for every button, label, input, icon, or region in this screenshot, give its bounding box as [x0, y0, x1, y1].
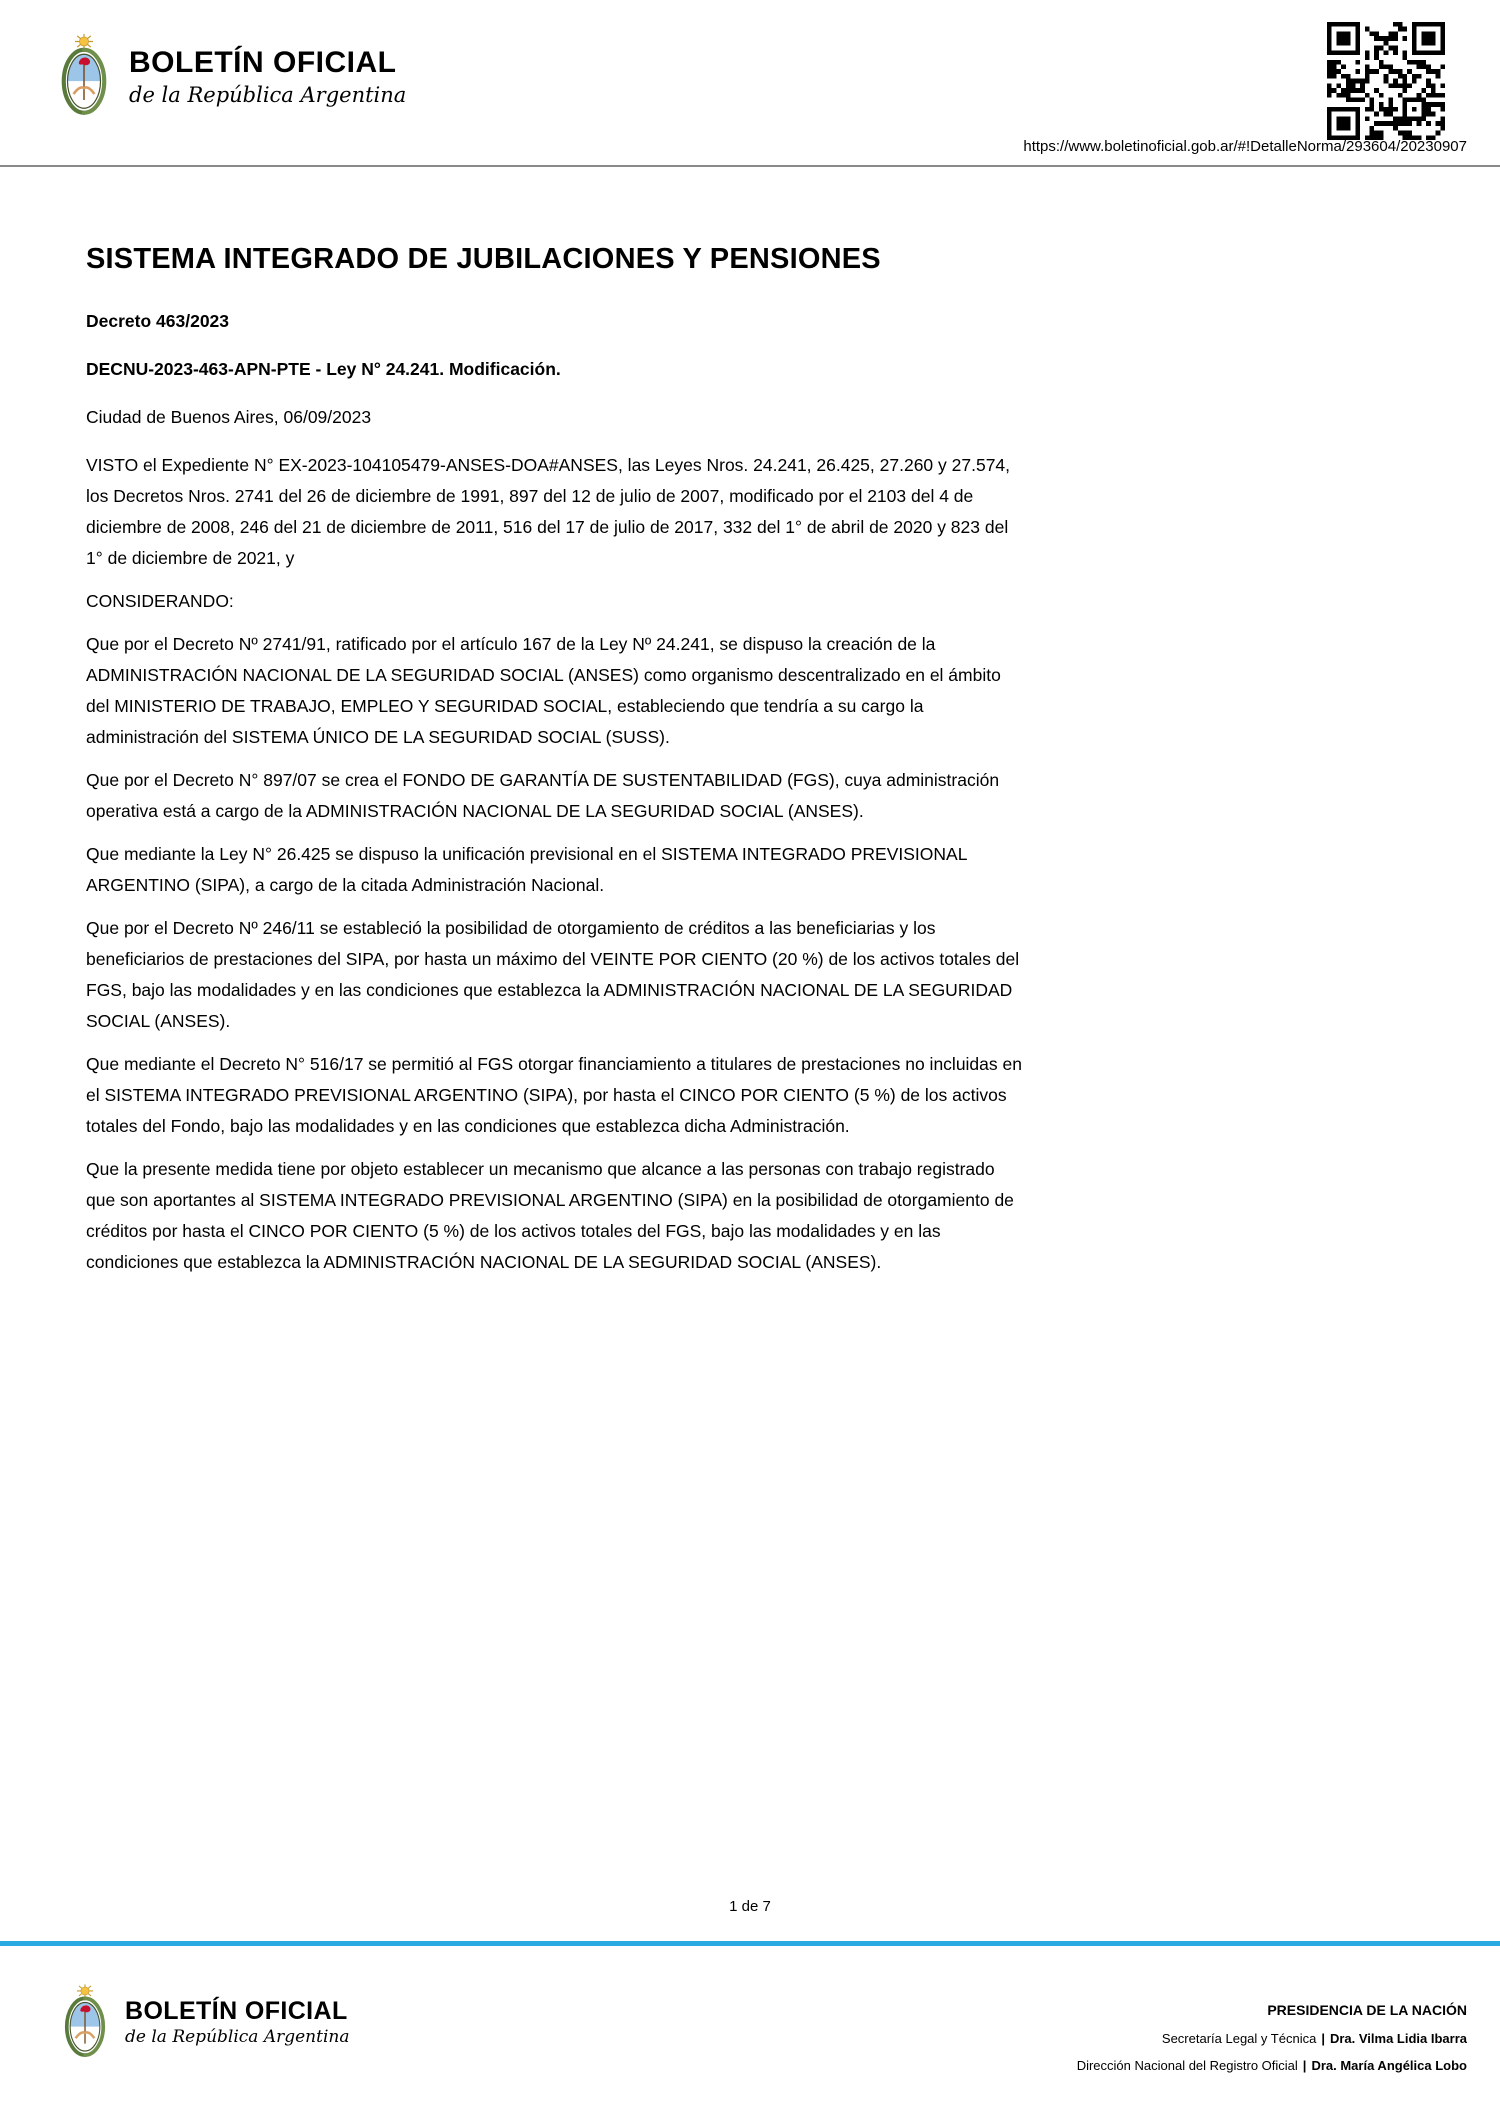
place-and-date: Ciudad de Buenos Aires, 06/09/2023	[86, 407, 372, 427]
authority-line-directorate	[1077, 2058, 1467, 2073]
decree-reference: DECNU-2023-463-APN-PTE - Ley N° 24.241. Modificación.	[86, 359, 561, 379]
document-title: SISTEMA INTEGRADO DE JUBILACIONES Y PENSIONES	[86, 243, 881, 275]
body-paragraph: Que mediante el Decreto N° 516/17 se permitió al FGS otorgar financiamiento a titulares de prestaciones no incluidas en el SISTEMA INTEGRADO PREVISIONAL ARGENTINO (SIPA), por hasta el CINCO POR CIENTO (5 %) de los activos totales del Fondo, bajo las modalidades y en las condiciones que establezca dicha Administración.	[86, 1054, 1022, 1136]
footer-brand-title: BOLETÍN OFICIAL	[125, 1997, 348, 2025]
page-indicator: 1 de 7	[729, 1898, 771, 1915]
brand-subtitle: de la República Argentina	[129, 82, 407, 107]
authority-label: Secretaría Legal y Técnica	[1161, 2031, 1317, 2046]
footer-accent-bar	[0, 1941, 1500, 1946]
body-paragraph: Que mediante la Ley N° 26.425 se dispuso la unificación previsional en el SISTEMA INTEGRADO PREVISIONAL ARGENTINO (SIPA), a cargo de la citada Administración Nacional.	[86, 844, 967, 895]
authority-name: Dra. Vilma Lidia Ibarra	[1329, 2031, 1467, 2046]
document-url: https://www.boletinoficial.gob.ar/#!DetalleNorma/293604/20230907	[1023, 138, 1467, 155]
authority-label: Dirección Nacional del Registro Oficial	[1076, 2058, 1298, 2073]
body-paragraph: Que por el Decreto Nº 2741/91, ratificado por el artículo 167 de la Ley Nº 24.241, se dispuso la creación de la ADMINISTRACIÓN NACIONAL DE LA SEGURIDAD SOCIAL (ANSES) como organismo descentralizado en el ámbito del MINISTERIO DE TRABAJO, EMPLEO Y SEGURIDAD SOCIAL, estableciendo que tendría a su cargo la administración del SISTEMA ÚNICO DE LA SEGURIDAD SOCIAL (SUSS).	[86, 634, 1001, 747]
footer-brand-text	[125, 1997, 349, 2047]
authority-separator: |	[1302, 2058, 1307, 2073]
authority-separator: |	[1321, 2031, 1325, 2046]
body-paragraph: Que por el Decreto Nº 246/11 se estableció la posibilidad de otorgamiento de créditos a las beneficiarias y los beneficiarios de prestaciones del SIPA, por hasta un máximo del VEINTE POR CIENTO (20 %) de los activos totales del FGS, bajo las modalidades y en las condiciones que establezca la ADMINISTRACIÓN NACIONAL DE LA SEGURIDAD SOCIAL (ANSES).	[86, 918, 1020, 1031]
brand-title: BOLETÍN OFICIAL	[129, 45, 397, 79]
qr-code-icon	[1327, 22, 1445, 140]
footer-brand	[58, 1984, 349, 2060]
argentina-coat-of-arms-icon	[58, 1984, 112, 2060]
authority-line-secretariat	[1077, 2031, 1467, 2046]
argentina-coat-of-arms-icon	[54, 34, 114, 118]
header-divider	[0, 165, 1500, 167]
footer-brand-subtitle: de la República Argentina	[125, 2027, 350, 2047]
visto-paragraph: VISTO el Expediente N° EX-2023-104105479-ANSES-DOA#ANSES, las Leyes Nros. 24.241, 26.425, 27.260 y 27.574, los Decretos Nros. 2741 del 26 de diciembre de 1991, 897 del 12 de julio de 2007, modificado por el 2103 del 4 de diciembre de 2008, 246 del 21 de diciembre de 2011, 516 del 17 de julio de 2017, 332 del 1° de abril de 2020 y 823 del 1° de diciembre de 2021, y	[86, 455, 1011, 568]
authority-name: Dra. María Angélica Lobo	[1311, 2058, 1467, 2073]
decree-number: Decreto 463/2023	[86, 311, 230, 331]
header-brand	[54, 34, 406, 118]
considerando-label: CONSIDERANDO:	[86, 591, 234, 611]
body-paragraph: Que la presente medida tiene por objeto establecer un mecanismo que alcance a las personas con trabajo registrado que son aportantes al SISTEMA INTEGRADO PREVISIONAL ARGENTINO (SIPA) en la posibilidad de otorgamiento de créditos por hasta el CINCO POR CIENTO (5 %) de los activos totales del FGS, bajo las modalidades y en las condiciones que establezca la ADMINISTRACIÓN NACIONAL DE LA SEGURIDAD SOCIAL (ANSES).	[86, 1159, 1014, 1272]
presidency-label: PRESIDENCIA DE LA NACIÓN	[1267, 2002, 1467, 2018]
body-paragraph: Que por el Decreto N° 897/07 se crea el FONDO DE GARANTÍA DE SUSTENTABILIDAD (FGS), cuya administración operativa está a cargo de la ADMINISTRACIÓN NACIONAL DE LA SEGURIDAD SOCIAL (ANSES).	[86, 770, 1000, 821]
footer-authorities	[1077, 2002, 1467, 2085]
header-brand-text	[129, 46, 406, 107]
document-body	[86, 240, 1026, 1290]
